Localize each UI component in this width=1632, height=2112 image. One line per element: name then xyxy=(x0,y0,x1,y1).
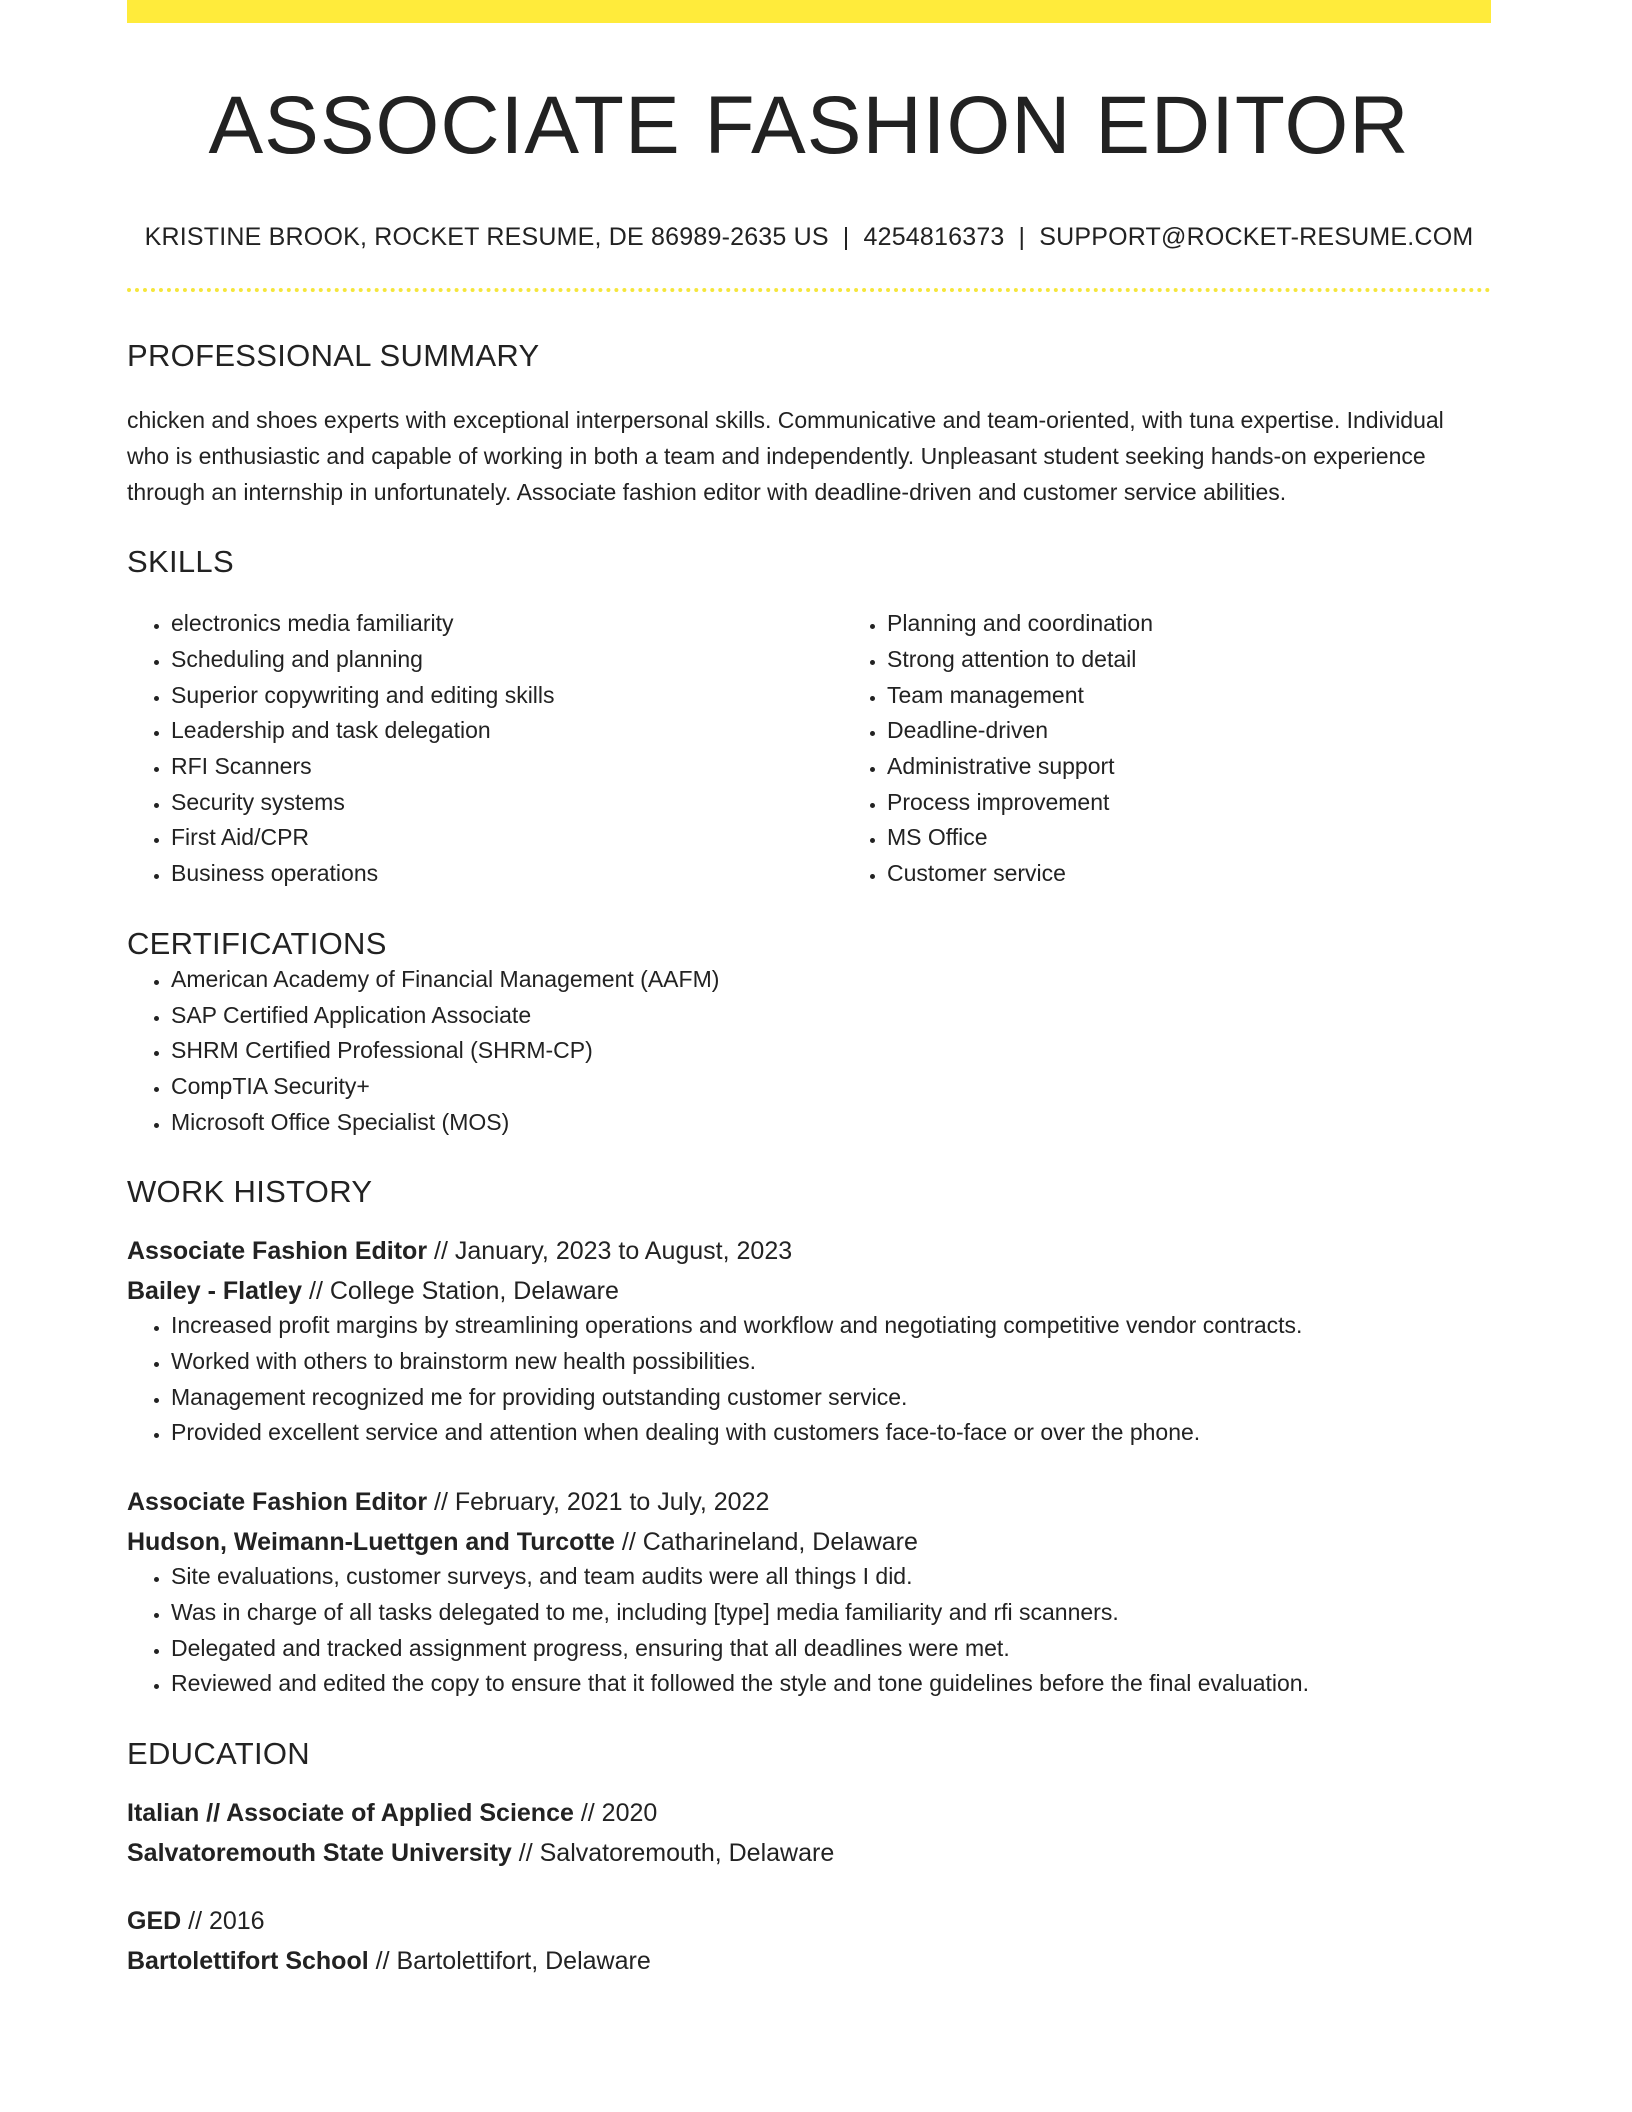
resume-page xyxy=(127,0,1491,1978)
skills-columns xyxy=(127,606,1491,892)
certification-item: • SHRM Certified Professional (SHRM-CP) xyxy=(171,1033,1491,1069)
education-year: // 2016 xyxy=(181,1906,265,1935)
job-company-line xyxy=(127,1525,1491,1559)
job-entry xyxy=(127,1485,1491,1702)
certification-item: • CompTIA Security+ xyxy=(171,1069,1491,1105)
job-company: Bailey - Flatley xyxy=(127,1277,303,1306)
education-school-line xyxy=(127,1944,1491,1978)
contact-info xyxy=(127,223,1491,252)
skill-item: • Security systems xyxy=(171,785,843,821)
skill-item: • MS Office xyxy=(887,820,1559,856)
certifications-heading: CERTIFICATIONS xyxy=(127,925,387,961)
education-degree-line xyxy=(127,1796,1491,1830)
header-divider xyxy=(127,288,1491,292)
education-location: // Bartolettifort, Delaware xyxy=(368,1946,651,1975)
education-entry xyxy=(127,1796,1491,1870)
job-dates: // January, 2023 to August, 2023 xyxy=(427,1237,793,1266)
skill-item: • RFI Scanners xyxy=(171,749,843,785)
job-title: Associate Fashion Editor xyxy=(127,1237,428,1266)
certification-item: • Microsoft Office Specialist (MOS) xyxy=(171,1105,1491,1141)
skills-heading: SKILLS xyxy=(127,544,234,580)
contact-separator: | xyxy=(1018,223,1026,252)
education-degree: Italian // Associate of Applied Science xyxy=(127,1798,574,1827)
education-entry xyxy=(127,1904,1491,1978)
skill-item: • Team management xyxy=(887,678,1559,714)
skills-list-left xyxy=(127,606,843,892)
resume-title: ASSOCIATE FASHION EDITOR xyxy=(208,80,1410,171)
skill-item: • Customer service xyxy=(887,856,1559,892)
job-title: Associate Fashion Editor xyxy=(127,1488,428,1517)
skill-item: • Process improvement xyxy=(887,785,1559,821)
contact-separator: | xyxy=(842,223,850,252)
skill-item: • Strong attention to detail xyxy=(887,642,1559,678)
job-title-line xyxy=(127,1485,1491,1519)
education-degree: GED xyxy=(127,1906,182,1935)
skill-item: • Deadline-driven xyxy=(887,713,1559,749)
education-year: // 2020 xyxy=(573,1798,658,1827)
skill-item: • Superior copywriting and editing skills xyxy=(171,678,843,714)
education-degree-line xyxy=(127,1904,1491,1938)
job-duty-item: • Reviewed and edited the copy to ensure that it followed the style and tone guidelines before the final evaluation. xyxy=(171,1666,1491,1702)
education-heading: EDUCATION xyxy=(127,1735,310,1771)
job-duty-item: • Management recognized me for providing outstanding customer service. xyxy=(171,1380,1491,1416)
job-duty-item: • Site evaluations, customer surveys, and team audits were all things I did. xyxy=(171,1559,1491,1595)
certifications-list xyxy=(127,962,1491,1141)
education-location: // Salvatoremouth, Delaware xyxy=(511,1838,835,1867)
contact-phone: 4254816373 xyxy=(863,223,1005,252)
job-duty-item: • Delegated and tracked assignment progress, ensuring that all deadlines were met. xyxy=(171,1631,1491,1667)
job-duties-list xyxy=(127,1308,1491,1451)
job-company: Hudson, Weimann-Luettgen and Turcotte xyxy=(127,1528,615,1557)
job-entry xyxy=(127,1234,1491,1451)
education-school: Salvatoremouth State University xyxy=(127,1838,512,1867)
skill-item: • Planning and coordination xyxy=(887,606,1559,642)
skill-item: • Administrative support xyxy=(887,749,1559,785)
summary-text: chicken and shoes experts with exceptional interpersonal skills. Communicative and team-oriented, with tuna expertise. Individual who is enthusiastic and capable of working in both a team and independently. Unpleasant student seeking hands-on experience through an internship in unfortunately. Associate fashion editor with deadline-driven and customer service abilities. xyxy=(127,407,1444,506)
job-title-line xyxy=(127,1234,1491,1268)
job-location: // College Station, Delaware xyxy=(302,1277,619,1306)
job-company-line xyxy=(127,1274,1491,1308)
job-duty-item: • Provided excellent service and attention when dealing with customers face-to-face or over the phone. xyxy=(171,1415,1491,1451)
education-school-line xyxy=(127,1836,1491,1870)
skills-list-right xyxy=(843,606,1559,892)
skill-item: • Business operations xyxy=(171,856,843,892)
accent-bar xyxy=(127,0,1491,23)
job-duty-item: • Worked with others to brainstorm new health possibilities. xyxy=(171,1344,1491,1380)
job-dates: // February, 2021 to July, 2022 xyxy=(427,1488,770,1517)
skill-item: • First Aid/CPR xyxy=(171,820,843,856)
education-school: Bartolettifort School xyxy=(127,1946,369,1975)
job-duties-list xyxy=(127,1559,1491,1702)
job-duty-item: • Increased profit margins by streamlining operations and workflow and negotiating competitive vendor contracts. xyxy=(171,1308,1491,1344)
skill-item: • electronics media familiarity xyxy=(171,606,843,642)
job-duty-item: • Was in charge of all tasks delegated to me, including [type] media familiarity and rfi scanners. xyxy=(171,1595,1491,1631)
certification-item: • SAP Certified Application Associate xyxy=(171,998,1491,1034)
contact-email: SUPPORT@ROCKET-RESUME.COM xyxy=(1039,223,1474,252)
skill-item: • Scheduling and planning xyxy=(171,642,843,678)
summary-heading: PROFESSIONAL SUMMARY xyxy=(127,338,540,374)
contact-address: KRISTINE BROOK, ROCKET RESUME, DE 86989-2635 US xyxy=(144,223,829,252)
job-location: // Catharineland, Delaware xyxy=(614,1528,918,1557)
work-history-heading: WORK HISTORY xyxy=(127,1174,373,1210)
certification-item: • American Academy of Financial Management (AAFM) xyxy=(171,962,1491,998)
skill-item: • Leadership and task delegation xyxy=(171,713,843,749)
